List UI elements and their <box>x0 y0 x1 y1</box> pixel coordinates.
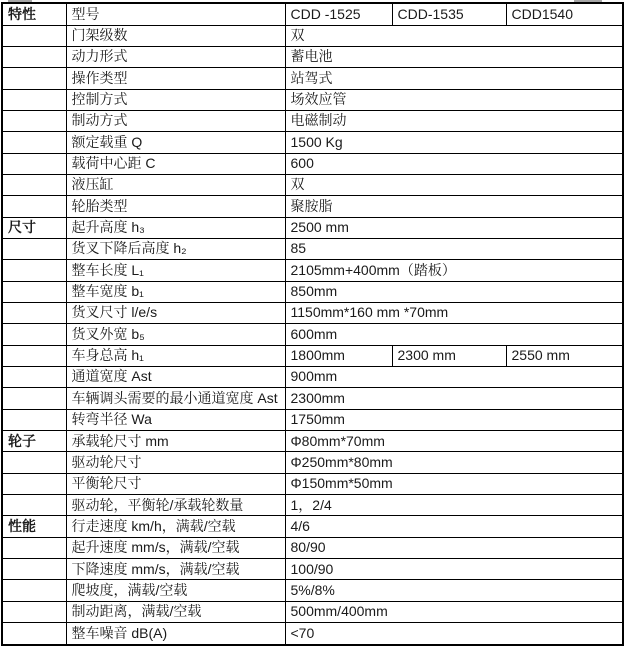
category-cell <box>2 495 66 516</box>
table-row <box>2 516 623 537</box>
spec-label-cell: 承载轮尺寸 mm <box>66 431 285 452</box>
category-cell <box>2 452 66 473</box>
spec-label-cell: 操作类型 <box>66 68 285 89</box>
spec-label-cell: 整车宽度 b₁ <box>66 281 285 302</box>
table-row <box>2 580 623 601</box>
category-cell <box>2 196 66 217</box>
spec-value-cell: 电磁制动 <box>285 110 623 131</box>
table-row <box>2 196 623 217</box>
spec-label-cell: 通道宽度 Ast <box>66 367 285 388</box>
spec-label-cell: 控制方式 <box>66 89 285 110</box>
table-row <box>2 25 623 46</box>
table-row <box>2 431 623 452</box>
category-cell <box>2 110 66 131</box>
table-row <box>2 345 623 366</box>
spec-value-cell: 双 <box>285 25 623 46</box>
spec-value-cell: 双 <box>285 174 623 195</box>
spec-value-cell: CDD -1525 <box>285 3 392 25</box>
spec-label-cell: 制动距离，满载/空载 <box>66 601 285 622</box>
table-row <box>2 495 623 516</box>
spec-label-cell: 货叉外宽 b₅ <box>66 324 285 345</box>
category-cell <box>2 25 66 46</box>
category-cell <box>2 89 66 110</box>
table-row <box>2 174 623 195</box>
spec-value-cell: 1750mm <box>285 409 623 430</box>
category-cell <box>2 473 66 494</box>
table-row <box>2 409 623 430</box>
category-cell <box>2 68 66 89</box>
table-row <box>2 367 623 388</box>
category-cell <box>2 46 66 67</box>
category-cell <box>2 281 66 302</box>
spec-value-cell: 600 <box>285 153 623 174</box>
spec-value-cell: 1，2/4 <box>285 495 623 516</box>
category-cell <box>2 324 66 345</box>
category-cell <box>2 345 66 366</box>
category-cell <box>2 601 66 622</box>
category-cell: 性能 <box>2 516 66 537</box>
spec-value-cell: CDD1540 <box>506 3 623 25</box>
table-row <box>2 302 623 323</box>
spec-value-cell: Φ80mm*70mm <box>285 431 623 452</box>
table-row <box>2 537 623 558</box>
spec-value-cell: 蓄电池 <box>285 46 623 67</box>
spec-value-cell: 2500 mm <box>285 217 623 238</box>
category-cell <box>2 302 66 323</box>
spec-label-cell: 液压缸 <box>66 174 285 195</box>
spec-value-cell: 500mm/400mm <box>285 601 623 622</box>
spec-value-cell: 900mm <box>285 367 623 388</box>
table-row <box>2 601 623 622</box>
spec-label-cell: 轮胎类型 <box>66 196 285 217</box>
spec-label-cell: 额定载重 Q <box>66 132 285 153</box>
table-row <box>2 559 623 580</box>
spec-label-cell: 动力形式 <box>66 46 285 67</box>
category-cell <box>2 559 66 580</box>
category-cell <box>2 537 66 558</box>
table-row <box>2 260 623 281</box>
spec-label-cell: 起升高度 h₃ <box>66 217 285 238</box>
category-cell <box>2 388 66 409</box>
category-cell <box>2 409 66 430</box>
table-row <box>2 46 623 67</box>
spec-label-cell: 制动方式 <box>66 110 285 131</box>
spec-value-cell: 5%/8% <box>285 580 623 601</box>
table-row <box>2 3 623 25</box>
spec-label-cell: 整车噪音 dB(A) <box>66 623 285 645</box>
table-row <box>2 473 623 494</box>
spec-label-cell: 爬坡度，满载/空载 <box>66 580 285 601</box>
category-cell <box>2 580 66 601</box>
spec-label-cell: 平衡轮尺寸 <box>66 473 285 494</box>
category-cell: 轮子 <box>2 431 66 452</box>
spec-value-cell: 2300mm <box>285 388 623 409</box>
spec-label-cell: 转弯半径 Wa <box>66 409 285 430</box>
spec-value-cell: 100/90 <box>285 559 623 580</box>
spec-value-cell: <70 <box>285 623 623 645</box>
spec-label-cell: 起升速度 mm/s，满载/空载 <box>66 537 285 558</box>
category-cell: 特性 <box>2 3 66 25</box>
spec-value-cell: 2550 mm <box>506 345 623 366</box>
spec-label-cell: 驱动轮，平衡轮/承载轮数量 <box>66 495 285 516</box>
spec-label-cell: 货叉下降后高度 h₂ <box>66 238 285 259</box>
category-cell: 尺寸 <box>2 217 66 238</box>
spec-label-cell: 门架级数 <box>66 25 285 46</box>
category-cell <box>2 367 66 388</box>
category-cell <box>2 174 66 195</box>
category-cell <box>2 238 66 259</box>
spec-value-cell: 场效应管 <box>285 89 623 110</box>
table-row <box>2 68 623 89</box>
spec-value-cell: 600mm <box>285 324 623 345</box>
category-cell <box>2 623 66 645</box>
category-cell <box>2 153 66 174</box>
table-row <box>2 324 623 345</box>
spec-value-cell: 1800mm <box>285 345 392 366</box>
spec-label-cell: 车身总高 h₁ <box>66 345 285 366</box>
spec-value-cell: 4/6 <box>285 516 623 537</box>
spec-value-cell: 1500 Kg <box>285 132 623 153</box>
table-row <box>2 217 623 238</box>
spec-label-cell: 下降速度 mm/s，满载/空载 <box>66 559 285 580</box>
table-row <box>2 388 623 409</box>
category-cell <box>2 132 66 153</box>
spec-value-cell: 850mm <box>285 281 623 302</box>
spec-value-cell: 2300 mm <box>392 345 506 366</box>
table-row <box>2 110 623 131</box>
table-row <box>2 153 623 174</box>
spec-label-cell: 行走速度 km/h，满载/空载 <box>66 516 285 537</box>
spec-label-cell: 驱动轮尺寸 <box>66 452 285 473</box>
spec-label-cell: 载荷中心距 C <box>66 153 285 174</box>
table-row <box>2 281 623 302</box>
spec-value-cell: 站驾式 <box>285 68 623 89</box>
table-row <box>2 623 623 645</box>
table-row <box>2 452 623 473</box>
category-cell <box>2 260 66 281</box>
table-row <box>2 238 623 259</box>
spec-label-cell: 型号 <box>66 3 285 25</box>
spec-value-cell: Φ250mm*80mm <box>285 452 623 473</box>
spec-value-cell: 1150mm*160 mm *70mm <box>285 302 623 323</box>
spec-label-cell: 货叉尺寸 l/e/s <box>66 302 285 323</box>
table-row <box>2 89 623 110</box>
spec-value-cell: Φ150mm*50mm <box>285 473 623 494</box>
spec-label-cell: 车辆调头需要的最小通道宽度 Ast <box>66 388 285 409</box>
spec-value-cell: 85 <box>285 238 623 259</box>
spec-value-cell: CDD-1535 <box>392 3 506 25</box>
spec-value-cell: 聚胺脂 <box>285 196 623 217</box>
spec-label-cell: 整车长度 L₁ <box>66 260 285 281</box>
table-row <box>2 132 623 153</box>
product-spec-table <box>1 2 624 646</box>
spec-value-cell: 80/90 <box>285 537 623 558</box>
spec-value-cell: 2105mm+400mm（踏板） <box>285 260 623 281</box>
